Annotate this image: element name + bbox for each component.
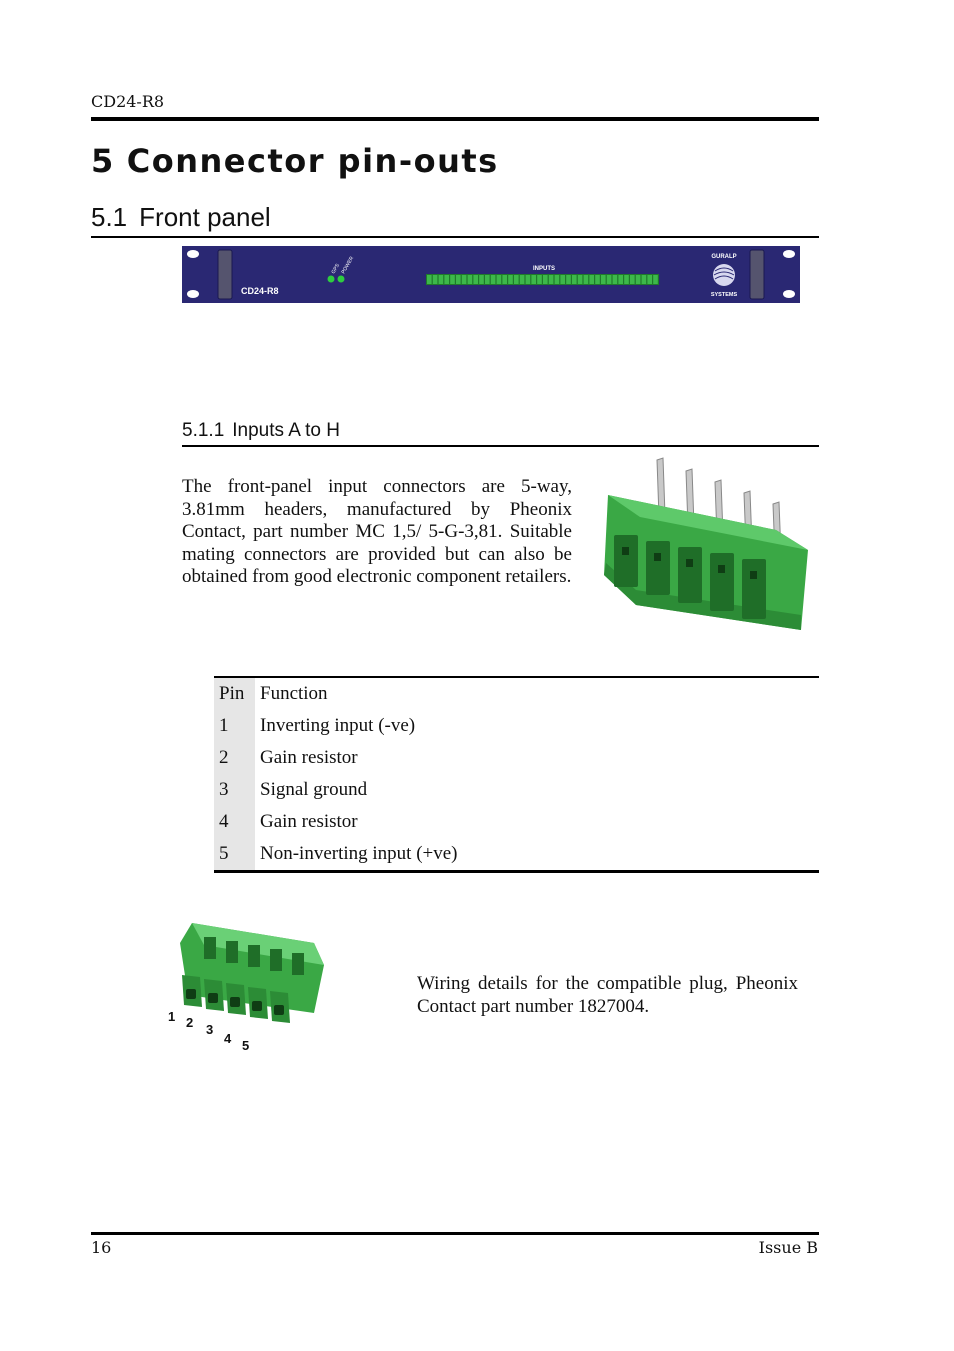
input-terminal	[497, 275, 502, 284]
input-terminal	[439, 275, 444, 284]
input-terminal	[589, 275, 594, 284]
pin-function-cell: Gain resistor	[260, 811, 358, 832]
brand-top-label: GURALP	[711, 254, 737, 260]
input-terminal	[653, 275, 658, 284]
issue-label: Issue B	[758, 1238, 818, 1257]
table-row	[214, 838, 819, 872]
table-header-cell: Function	[260, 683, 328, 704]
input-terminal	[444, 275, 449, 284]
plug-pin-label: 1	[168, 1009, 176, 1024]
input-terminal	[473, 275, 478, 284]
footer-rule	[91, 1232, 819, 1235]
gps-label: GPS	[330, 262, 342, 275]
table-header-cell: Pin	[214, 677, 255, 710]
pin-number-cell: 1	[214, 710, 255, 742]
input-terminal	[491, 275, 496, 284]
header-connector-graphic	[596, 455, 816, 635]
input-terminal	[537, 275, 542, 284]
input-terminal-strip	[426, 274, 659, 285]
input-terminal	[479, 275, 484, 284]
pin-function-cell: Inverting input (-ve)	[260, 715, 416, 736]
input-terminal	[618, 275, 623, 284]
input-terminal	[531, 275, 536, 284]
plug-pin-label: 2	[186, 1015, 194, 1030]
pin-number-cell: 3	[214, 774, 255, 806]
section-title: Connector pin-outs	[126, 142, 499, 180]
document-id: CD24-R8	[91, 92, 165, 111]
subsubsection-heading	[182, 420, 340, 442]
table-row	[214, 774, 819, 806]
header-rule	[91, 117, 819, 121]
input-terminal	[572, 275, 577, 284]
section-number: 5	[91, 142, 115, 180]
input-terminal	[613, 275, 618, 284]
table-header-row	[214, 677, 819, 710]
page-number: 16	[91, 1238, 112, 1257]
input-terminal	[462, 275, 467, 284]
input-terminal	[636, 275, 641, 284]
brand-bottom-label: SYSTEMS	[710, 292, 738, 298]
input-terminal	[560, 275, 565, 284]
input-terminal	[624, 275, 629, 284]
input-terminal	[584, 275, 589, 284]
pin-number-cell: 4	[214, 806, 255, 838]
input-terminal	[630, 275, 635, 284]
input-terminal	[647, 275, 652, 284]
input-terminal	[642, 275, 647, 284]
input-terminal	[601, 275, 606, 284]
table-row	[214, 806, 819, 838]
plug-pin-label: 4	[224, 1031, 232, 1046]
gps-led	[328, 276, 335, 283]
inputs-label: INPUTS	[532, 266, 556, 272]
front-panel-image	[182, 246, 800, 303]
input-terminal	[549, 275, 554, 284]
input-terminal	[427, 275, 432, 284]
subsubsection-title: Inputs A to H	[232, 420, 341, 441]
input-terminal	[433, 275, 438, 284]
plug-pin-label: 3	[206, 1022, 214, 1037]
plug-paragraph: Wiring details for the compatible plug, Pheonix Contact part number 1827004.	[417, 973, 798, 1017]
terminal-strip-base	[426, 274, 659, 285]
pin-function-cell: Signal ground	[260, 779, 368, 800]
power-label: POWER	[340, 255, 356, 275]
input-terminal	[450, 275, 455, 284]
pin-number-cell: 2	[214, 742, 255, 774]
input-terminal	[502, 275, 507, 284]
pin-table	[214, 676, 819, 873]
panel-model-label: CD24-R8	[241, 286, 279, 296]
input-terminal	[555, 275, 560, 284]
subsection-title: Front panel	[139, 202, 271, 232]
table-row	[214, 710, 819, 742]
subsection-number: 5.1	[91, 202, 128, 232]
input-terminal	[520, 275, 525, 284]
pin-number-cell: 5	[214, 838, 255, 872]
input-terminal	[514, 275, 519, 284]
input-terminal	[456, 275, 461, 284]
input-terminal	[543, 275, 548, 284]
input-terminal	[595, 275, 600, 284]
subsubsection-number: 5.1.1	[182, 420, 225, 441]
table-row	[214, 742, 819, 774]
brand-logo-icon	[713, 264, 735, 286]
input-terminal	[468, 275, 473, 284]
input-terminal	[526, 275, 531, 284]
pin-function-cell: Non-inverting input (+ve)	[260, 843, 458, 864]
power-led	[338, 276, 345, 283]
input-terminal	[607, 275, 612, 284]
pin-function-cell: Gain resistor	[260, 747, 358, 768]
section-heading	[91, 142, 499, 180]
subsection-heading	[91, 202, 271, 233]
front-panel-graphic	[182, 246, 800, 303]
subsubsection-rule	[182, 445, 819, 447]
intro-paragraph: The front-panel input connectors are 5-way, 3.81mm headers, manufactured by Pheonix Contact, part number MC 1,5/ 5-G-3,81. Suitable mating connectors are provided but can also be obtained from good electronic component retailers.	[182, 476, 572, 588]
input-terminal	[578, 275, 583, 284]
header-connector-image	[596, 455, 816, 635]
input-terminal	[485, 275, 490, 284]
plug-pin-label: 5	[242, 1038, 250, 1053]
input-terminal	[566, 275, 571, 284]
subsection-rule	[91, 236, 819, 238]
input-terminal	[508, 275, 513, 284]
plug-connector-image	[164, 915, 324, 1075]
